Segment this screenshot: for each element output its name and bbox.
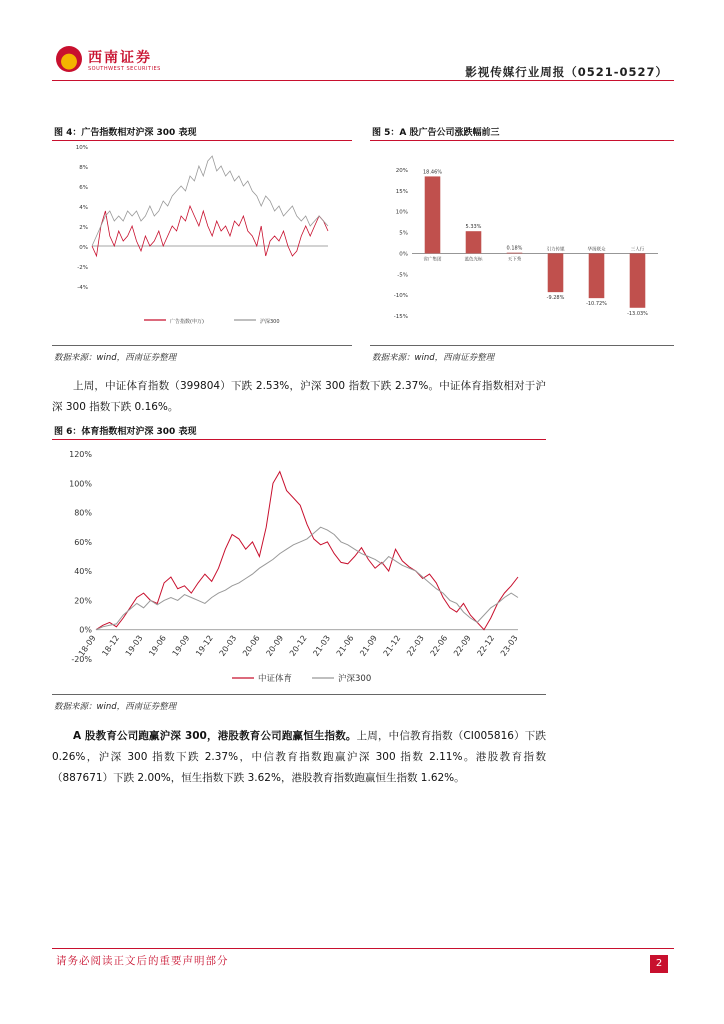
x-tick-label: 19-03 <box>123 633 145 658</box>
paragraph-education-index <box>52 726 546 789</box>
x-tick-label: 21-12 <box>381 633 403 658</box>
y-tick-label: 10% <box>395 209 408 216</box>
y-tick-label: 0% <box>79 625 92 635</box>
x-tick-label: 18-12 <box>100 633 122 658</box>
bar-value-label: -13.03% <box>627 310 648 317</box>
x-tick-label: 21-03 <box>311 633 333 658</box>
series-line-hs300 <box>96 527 518 630</box>
x-tick-label: 18-09 <box>76 633 98 658</box>
legend-label: 沪深300 <box>338 674 372 684</box>
bar <box>548 253 564 292</box>
category-label: 三人行 <box>630 247 645 253</box>
x-tick-label: 20-12 <box>287 633 309 658</box>
fig5-source: 数据来源：wind，西南证券整理 <box>372 353 495 363</box>
bar <box>425 176 441 253</box>
x-tick-label: 20-09 <box>264 633 286 658</box>
y-tick-label: 60% <box>74 537 92 547</box>
bar <box>466 231 482 253</box>
y-tick-label: 40% <box>74 567 92 577</box>
y-tick-label: 100% <box>69 479 92 489</box>
y-tick-label: 5% <box>399 230 408 237</box>
bar-value-label: 0.18% <box>506 245 523 252</box>
y-tick-label: 0% <box>79 245 88 251</box>
y-tick-label: -4% <box>77 285 88 291</box>
fig6-top-rule <box>52 439 546 440</box>
x-tick-label: 23-03 <box>498 633 520 658</box>
fig4-bottom-rule <box>52 345 352 346</box>
x-tick-label: 21-06 <box>334 633 356 658</box>
y-tick-label: 0% <box>399 251 408 258</box>
fig6-title: 图 6：体育指数相对沪深 300 表现 <box>54 427 197 437</box>
logo-text-en: SOUTHWEST SECURITIES <box>88 66 161 72</box>
x-tick-label: 20-06 <box>241 633 262 658</box>
x-tick-label: 19-06 <box>147 633 168 658</box>
fig5-bottom-rule <box>370 345 674 346</box>
y-tick-label: -5% <box>397 272 408 279</box>
series-line-index <box>92 206 328 256</box>
y-tick-label: -2% <box>77 265 88 271</box>
footer-divider <box>52 948 674 949</box>
fig6-chart <box>52 441 546 691</box>
y-tick-label: 8% <box>79 165 88 171</box>
bar <box>589 253 605 298</box>
bar-value-label: 5.33% <box>465 224 482 231</box>
bar-value-label: -9.28% <box>546 295 565 302</box>
category-label: 蓝色光标 <box>464 257 483 263</box>
logo-text-cn: 西南证券 <box>88 50 152 66</box>
bar-value-label: 18.46% <box>422 169 443 176</box>
report-title: 影视传媒行业周报（0521-0527） <box>465 65 668 79</box>
paragraph-education-body: 上周，中信教育指数（CI005816）下跌 0.26%，沪深 300 指数下跌 2.37%，中信教育指数跑赢沪深 300 指数 2.11%。港股教育指数（887671）下跌 2.00%，恒生指数下跌 3.62%，港股教育指数跑赢恒生指数 1.62%。 <box>52 730 546 784</box>
y-tick-label: 120% <box>69 450 92 459</box>
bar <box>507 253 523 254</box>
logo-icon <box>56 46 82 72</box>
x-tick-label: 19-12 <box>194 633 215 658</box>
page-number: 2 <box>650 955 668 973</box>
legend-label: 广告指数(申万) <box>170 319 204 325</box>
legend-label: 中证体育 <box>258 674 293 684</box>
category-label: 引力传媒 <box>546 247 565 253</box>
bar-value-label: -10.72% <box>586 301 607 308</box>
fig5-title: 图 5：A 股广告公司涨跌幅前三 <box>372 128 500 138</box>
x-tick-label: 22-12 <box>475 633 497 658</box>
fig4-chart <box>52 142 352 342</box>
fig4-top-rule <box>52 140 352 141</box>
category-label: 省广集团 <box>423 257 442 263</box>
y-tick-label: 6% <box>79 185 88 191</box>
fig5-top-rule <box>370 140 674 141</box>
y-tick-label: 4% <box>79 205 88 211</box>
series-line-index <box>96 472 518 630</box>
fig4-title: 图 4：广告指数相对沪深 300 表现 <box>54 128 197 138</box>
header-divider <box>52 80 674 81</box>
series-line-hs300 <box>92 156 328 246</box>
x-tick-label: 22-03 <box>405 633 426 658</box>
y-tick-label: 10% <box>75 145 88 151</box>
y-tick-label: 20% <box>74 596 92 606</box>
y-tick-label: -10% <box>393 293 408 300</box>
fig5-chart <box>370 142 674 342</box>
x-tick-label: 19-09 <box>170 633 192 658</box>
x-tick-label: 22-06 <box>428 633 450 658</box>
y-tick-label: 80% <box>74 508 92 518</box>
paragraph-education-lead: A 股教育公司跑赢沪深 300，港股教育公司跑赢恒生指数。 <box>73 730 357 742</box>
x-tick-label: 22-09 <box>452 633 473 658</box>
footer-disclaimer: 请务必阅读正文后的重要声明部分 <box>56 955 229 967</box>
category-label: 天下秀 <box>507 257 522 263</box>
y-tick-label: 15% <box>395 188 408 195</box>
y-tick-label: 20% <box>395 168 408 174</box>
x-tick-label: 21-09 <box>358 633 379 658</box>
fig6-bottom-rule <box>52 694 546 695</box>
x-tick-label: 20-03 <box>217 633 239 658</box>
legend-label: 沪深300 <box>260 319 280 325</box>
paragraph-sports-index: 上周，中证体育指数（399804）下跌 2.53%，沪深 300 指数下跌 2.37%。中证体育指数相对于沪深 300 指数下跌 0.16%。 <box>52 380 546 413</box>
bar <box>630 253 646 307</box>
fig4-source: 数据来源：wind，西南证券整理 <box>54 353 177 363</box>
category-label: 华扬联众 <box>587 247 606 253</box>
y-tick-label: -20% <box>71 655 92 664</box>
y-tick-label: -15% <box>393 314 408 320</box>
y-tick-label: 2% <box>79 225 88 231</box>
fig6-source: 数据来源：wind，西南证券整理 <box>54 702 177 712</box>
